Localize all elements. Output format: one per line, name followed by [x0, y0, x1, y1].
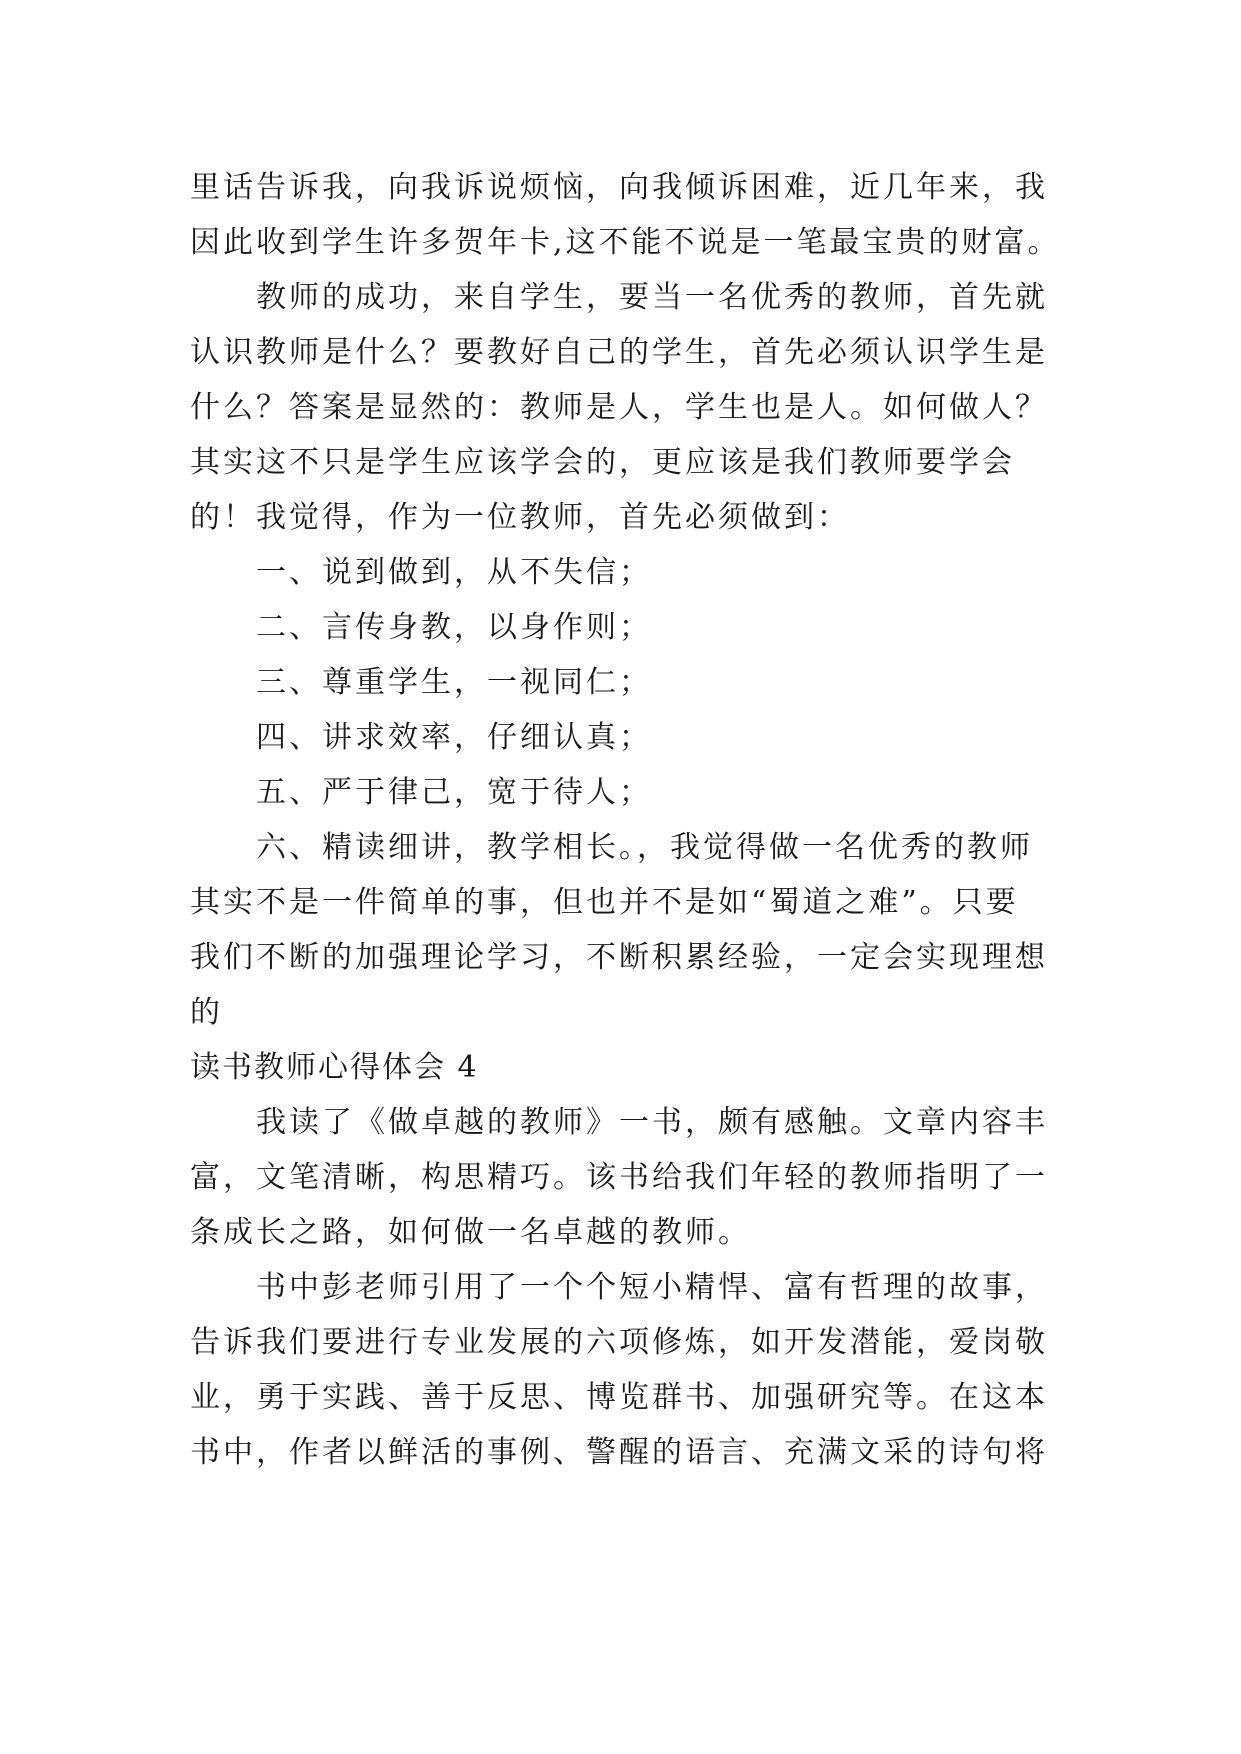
list-item: 二、言传身教，以身作则；	[256, 610, 652, 645]
text-line: 的！我觉得，作为一位教师，首先必须做到：	[190, 500, 850, 535]
text-line: 其实这不只是学生应该学会的，更应该是我们教师要学会	[190, 445, 1015, 480]
text-line: 富，文笔清晰，构思精巧。该书给我们年轻的教师指明了一	[190, 1160, 1048, 1195]
text-line: 教师的成功，来自学生，要当一名优秀的教师，首先就	[256, 280, 1048, 315]
list-item: 一、说到做到，从不失信；	[256, 555, 652, 590]
list-item: 三、尊重学生，一视同仁；	[256, 665, 652, 700]
text-line: 什么？答案是显然的：教师是人，学生也是人。如何做人？	[190, 390, 1048, 425]
text-line: 我们不断的加强理论学习，不断积累经验，一定会实现理想	[190, 940, 1048, 975]
text-line: 告诉我们要进行专业发展的六项修炼，如开发潜能，爱岗敬	[190, 1325, 1048, 1360]
text-line: 书中彭老师引用了一个个短小精悍、富有哲理的故事，	[256, 1270, 1048, 1305]
text-line: 业，勇于实践、善于反思、博览群书、加强研究等。在这本	[190, 1380, 1048, 1415]
text-line: 里话告诉我，向我诉说烦恼，向我倾诉困难，近几年来，我	[190, 170, 1048, 205]
text-line: 条成长之路，如何做一名卓越的教师。	[190, 1215, 751, 1250]
text-line: 的	[190, 995, 223, 1030]
text-line: 书中，作者以鲜活的事例、警醒的语言、充满文采的诗句将	[190, 1435, 1048, 1470]
text-line: 我读了《做卓越的教师》一书，颇有感触。文章内容丰	[256, 1105, 1048, 1140]
section-heading: 读书教师心得体会 4	[190, 1050, 479, 1085]
text-line: 其实不是一件简单的事，但也并不是如“蜀道之难”。只要	[190, 885, 1019, 920]
list-item: 四、讲求效率，仔细认真；	[256, 720, 652, 755]
list-item: 六、精读细讲，教学相长。，我觉得做一名优秀的教师	[256, 830, 1033, 865]
text-line: 认识教师是什么？要教好自己的学生，首先必须认识学生是	[190, 335, 1048, 370]
list-item: 五、严于律己，宽于待人；	[256, 775, 652, 810]
text-line: 因此收到学生许多贺年卡,这不能不说是一笔最宝贵的财富。	[190, 225, 1061, 260]
